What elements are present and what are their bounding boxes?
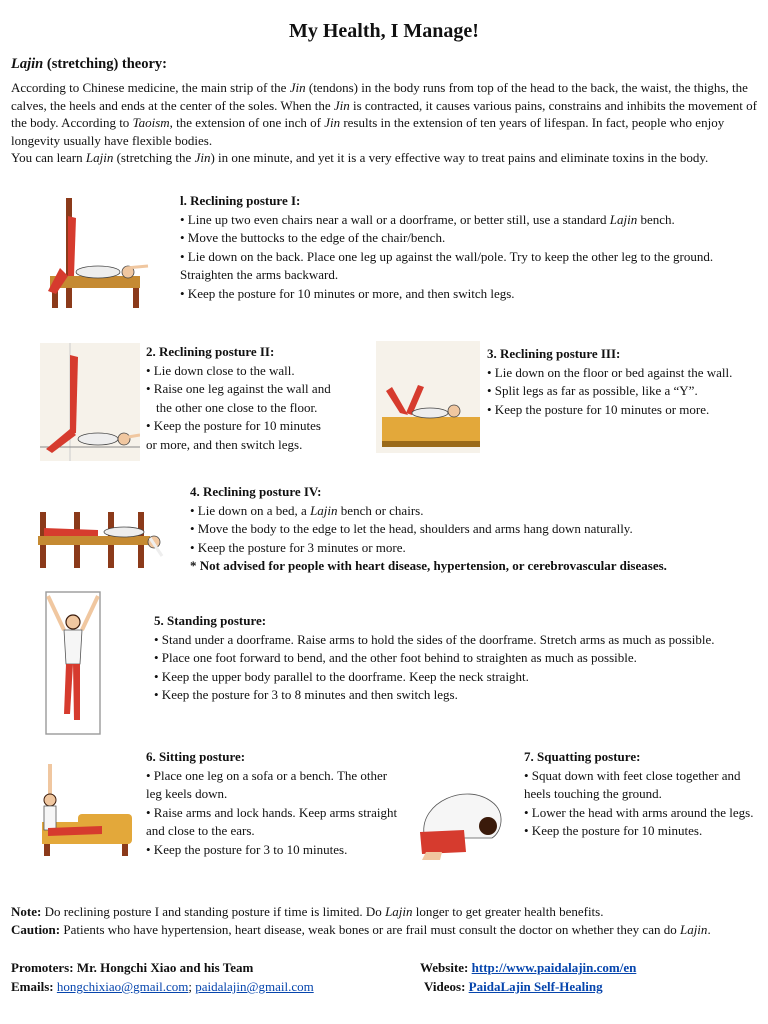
reclining-posture-1-illustration bbox=[38, 196, 156, 311]
theory-heading: Lajin (stretching) theory: bbox=[11, 56, 167, 72]
warning-text: * Not advised for people with heart disease, hypertension, or cerebrovascular diseases. bbox=[190, 558, 667, 574]
posture-title: 2. Reclining posture II: bbox=[146, 344, 275, 359]
posture-title: 3. Reclining posture III: bbox=[487, 346, 621, 361]
reclining-posture-1: l. Reclining posture I: • Line up two even chairs near a wall or a doorframe, or better still, use a standard Lajin bench. • Move the buttocks to the edge of the chair/bench. • Lie down on the back. Place one leg up against the wall/pole. Try to keep the other leg to the ground. Straighten the arms backward. • Keep the posture for 10 minutes or more, and then switch legs. bbox=[180, 192, 760, 304]
posture-title: 7. Squatting posture: bbox=[524, 749, 641, 764]
email-link-1[interactable]: hongchixiao@gmail.com bbox=[56, 979, 189, 994]
posture-title: 4. Reclining posture IV: bbox=[190, 484, 322, 499]
videos-link[interactable]: PaidaLajin Self-Healing bbox=[468, 979, 603, 994]
reclining-posture-2: 2. Reclining posture II: • Lie down close to the wall. • Raise one leg against the wall and the other one close to the floor. • Keep the posture for 10 minutes or more, and then switch legs. bbox=[146, 343, 376, 455]
sitting-posture: 6. Sitting posture: • Place one leg on a sofa or a bench. The other leg keels down. • Raise arms and lock hands. Keep arms straight and close to the ears. • Keep the posture for 3 to 10 minutes. bbox=[146, 748, 400, 860]
posture-title: l. Reclining posture I: bbox=[180, 193, 301, 208]
posture-title: 6. Sitting posture: bbox=[146, 749, 246, 764]
squatting-posture: 7. Squatting posture: • Squat down with feet close together and heels touching the ground. • Lower the head with arms around the legs. • Keep the posture for 10 minutes. bbox=[524, 748, 760, 841]
squatting-posture-illustration bbox=[402, 772, 518, 864]
caution-text: Caution: Patients who have hypertension, heart disease, weak bones or are frail must consult the doctor on whether they can do Lajin. bbox=[11, 922, 711, 937]
standing-posture-illustration bbox=[40, 590, 106, 736]
sitting-posture-illustration bbox=[34, 760, 136, 862]
theory-paragraph: According to Chinese medicine, the main strip of the Jin (tendons) in the body runs from top of the head to the back, the waist, the thighs, the calves, the heels and ends at the center of the soles. When the Jin is contracted, it causes various pains, constrains and inhibits the movement of the body. According to Taoism, the extension of one inch of Jin results in the extension of ten years of lifespan. In fact, people who enjoy longevity usually have flexible bodies. You can learn Lajin (stretching the Jin) in one minute, and yet it is a very effective way to treat pains and eliminate toxins in the body. bbox=[11, 80, 757, 165]
reclining-posture-2-illustration bbox=[40, 343, 140, 461]
reclining-posture-4-illustration bbox=[38, 498, 172, 570]
website-link[interactable]: http://www.paidalajin.com/en bbox=[471, 960, 637, 975]
standing-posture: 5. Standing posture: • Stand under a doorframe. Raise arms to hold the sides of the doorframe. Stretch arms as much as possible. • Place one foot forward to bend, and the other foot behind to straighten as much as possible. • Keep the upper body parallel to the doorframe. Keep the neck straight. • Keep the posture for 3 to 8 minutes and then switch legs. bbox=[154, 612, 756, 705]
reclining-posture-3: 3. Reclining posture III: • Lie down on the floor or bed against the wall. • Split legs as far as possible, like a “Y”. • Keep the posture for 10 minutes or more. bbox=[487, 345, 763, 419]
promoters-text: Promoters: Mr. Hongchi Xiao and his Team bbox=[11, 960, 254, 975]
website-line: Website: http://www.paidalajin.com/en bbox=[420, 960, 637, 975]
page-title: My Health, I Manage! bbox=[289, 20, 479, 42]
emails-line: Emails: hongchixiao@gmail.com; paidalajin@gmail.com bbox=[11, 979, 314, 994]
reclining-posture-3-illustration bbox=[376, 341, 480, 453]
reclining-posture-4: 4. Reclining posture IV: • Lie down on a bed, a Lajin bench or chairs. • Move the body to the edge to let the head, shoulders and arms hang down naturally. • Keep the posture for 3 minutes or more. * Not advised for people with heart disease, hypertension, or cerebrovascular diseases. bbox=[190, 483, 765, 576]
posture-title: 5. Standing posture: bbox=[154, 613, 267, 628]
videos-line: Videos: PaidaLajin Self-Healing bbox=[424, 979, 603, 994]
note-text: Note: Do reclining posture I and standing posture if time is limited. Do Lajin longer to get greater health benefits. bbox=[11, 904, 604, 919]
email-link-2[interactable]: paidalajin@gmail.com bbox=[195, 979, 314, 994]
